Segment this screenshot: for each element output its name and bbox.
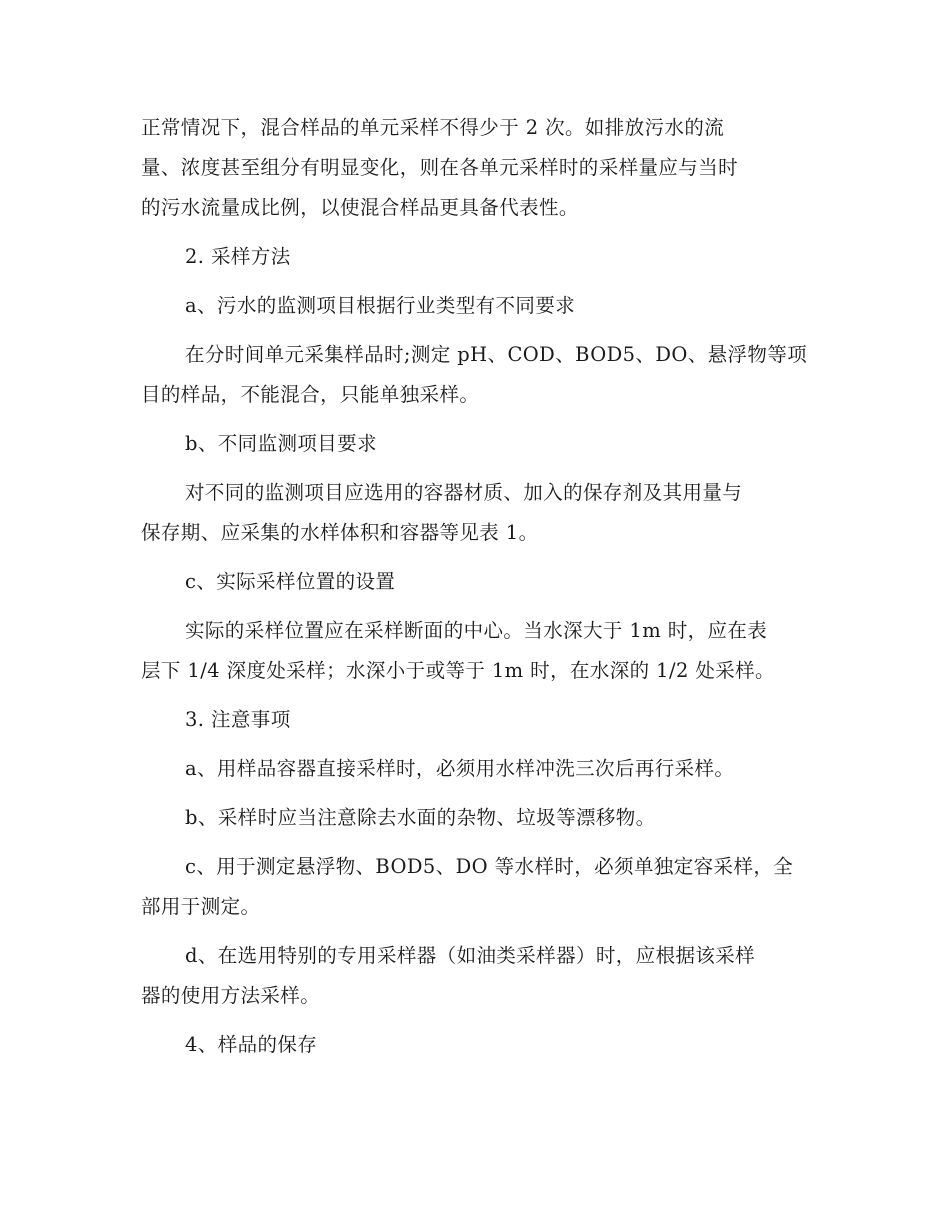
text-line: 层下 1/4 深度处采样；水深小于或等于 1m 时，在水深的 1/2 处采样。 (141, 659, 775, 682)
precaution-d (141, 936, 816, 1016)
precaution-c (141, 847, 816, 927)
subheading-c-sampling-position: c、实际采样位置的设置 (185, 570, 396, 593)
text-line: 目的样品，不能混合，只能单独采样。 (141, 383, 480, 406)
section-heading-sample-storage: 4、样品的保存 (185, 1033, 318, 1056)
text-line: c、用于测定悬浮物、BOD5、DO 等水样时，必须单独定容采样，全 (185, 855, 794, 878)
text-line: 部用于测定。 (141, 895, 261, 918)
text-line: 实际的采样位置应在采样断面的中心。当水深大于 1m 时，应在表 (185, 619, 768, 642)
paragraph-mixed-sample (141, 108, 816, 228)
section-heading-precautions: 3. 注意事项 (185, 708, 291, 731)
text-line: 正常情况下，混合样品的单元采样不得少于 2 次。如排放污水的流 (141, 116, 725, 139)
text-line: d、在选用特别的专用采样器（如油类采样器）时，应根据该采样 (185, 944, 756, 967)
section-heading-sampling-method: 2. 采样方法 (185, 245, 291, 268)
text-line: 对不同的监测项目应选用的容器材质、加入的保存剂及其用量与 (185, 481, 743, 504)
text-line: 器的使用方法采样。 (141, 984, 321, 1007)
document-body (141, 108, 816, 1074)
text-line: 保存期、应采集的水样体积和容器等见表 1。 (141, 521, 539, 544)
text-line: 在分时间单元采集样品时;测定 pH、COD、BOD5、DO、悬浮物等项 (185, 343, 808, 366)
text-line: 量、浓度甚至组分有明显变化，则在各单元采样时的采样量应与当时 (141, 156, 739, 179)
precaution-b: b、采样时应当注意除去水面的杂物、垃圾等漂移物。 (185, 806, 656, 829)
text-line: 的污水流量成比例，以使混合样品更具备代表性。 (141, 196, 579, 219)
subheading-a-monitoring-items: a、污水的监测项目根据行业类型有不同要求 (185, 294, 576, 317)
subheading-b-item-requirements: b、不同监测项目要求 (185, 432, 377, 455)
paragraph-sampling-position (141, 611, 816, 691)
precaution-a: a、用样品容器直接采样时，必须用水样冲洗三次后再行采样。 (185, 757, 735, 780)
paragraph-container-requirements (141, 473, 816, 553)
paragraph-time-unit-sampling (141, 335, 816, 415)
